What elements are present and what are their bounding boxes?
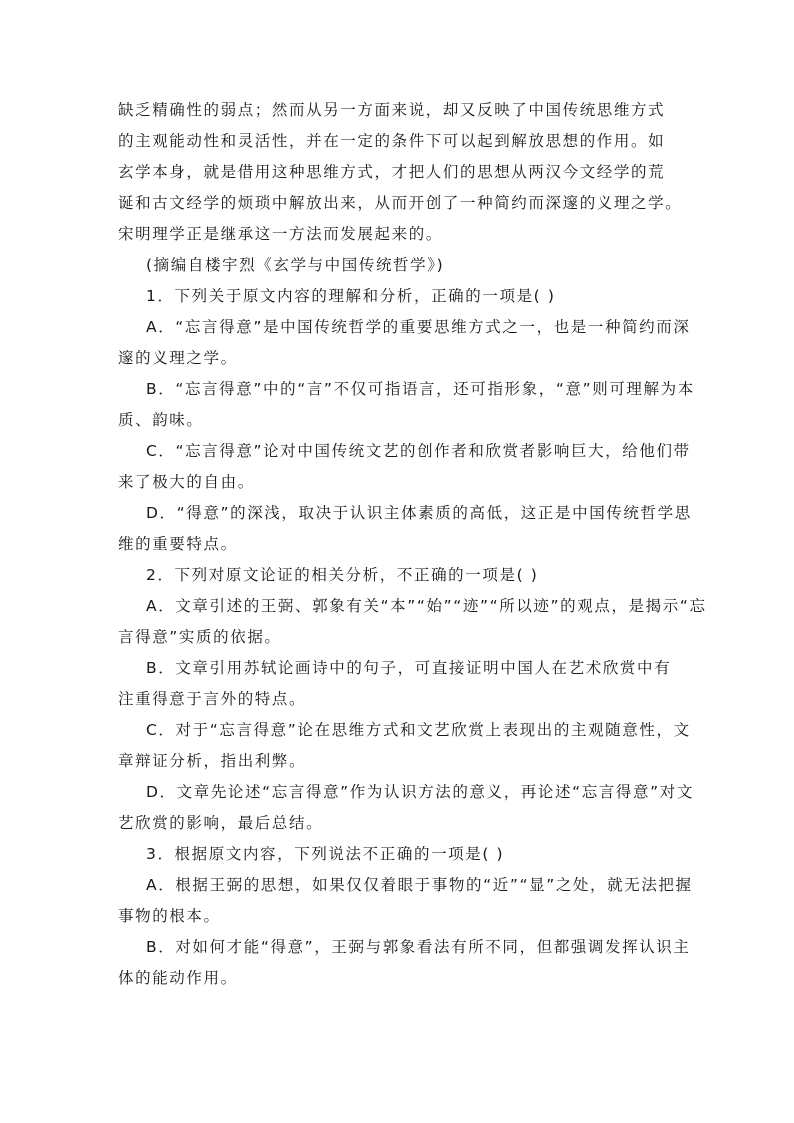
paragraph-line: 宋明理学正是继承这一方法而发展起来的。 — [118, 225, 443, 243]
document-body — [118, 95, 707, 994]
question-2-option-a: A．文章引述的王弼、郭象有关“本”“始”“迹”“所以迹”的观点，是揭示“忘 — [146, 597, 707, 615]
question-3-stem: 3．根据原文内容，下列说法不正确的一项是( ) — [146, 845, 505, 863]
source-citation: (摘编自楼宇烈《玄学与中国传统哲学》) — [146, 256, 445, 274]
question-1-option-c-cont: 来了极大的自由。 — [118, 473, 255, 491]
paragraph-line: 的主观能动性和灵活性，并在一定的条件下可以起到解放思想的作用。如 — [118, 132, 666, 150]
paragraph-line: 诞和古文经学的烦琐中解放出来，从而开创了一种简约而深邃的义理之学。 — [118, 194, 683, 212]
question-1-option-d-cont: 维的重要特点。 — [118, 535, 238, 553]
question-2-option-d-cont: 艺欣赏的影响，最后总结。 — [118, 814, 324, 832]
question-2-option-b: B．文章引用苏轼论画诗中的句子，可直接证明中国人在艺术欣赏中有 — [146, 659, 672, 677]
question-2-option-d: D．文章先论述“忘言得意”作为认识方法的意义，再论述“忘言得意”对文 — [146, 783, 694, 801]
question-1-option-a-cont: 邃的义理之学。 — [118, 349, 238, 367]
question-3-option-b: B．对如何才能“得意”，王弼与郭象看法有所不同，但都强调发挥认识主 — [146, 938, 691, 956]
question-3-option-b-cont: 体的能动作用。 — [118, 969, 238, 987]
question-1-option-b-cont: 质、韵味。 — [118, 411, 204, 429]
question-3-option-a-cont: 事物的根本。 — [118, 907, 221, 925]
question-2-stem: 2．下列对原文论证的相关分析，不正确的一项是( ) — [146, 566, 539, 584]
question-2-option-b-cont: 注重得意于言外的特点。 — [118, 690, 307, 708]
paragraph-line: 缺乏精确性的弱点；然而从另一方面来说，却又反映了中国传统思维方式 — [118, 101, 666, 119]
paragraph-line: 玄学本身，就是借用这种思维方式，才把人们的思想从两汉今文经学的荒 — [118, 163, 666, 181]
question-1-option-c: C．“忘言得意”论对中国传统文艺的创作者和欣赏者影响巨大，给他们带 — [146, 442, 691, 460]
question-1-option-b: B．“忘言得意”中的“言”不仅可指语言，还可指形象，“意”则可理解为本 — [146, 380, 695, 398]
question-2-option-a-cont: 言得意”实质的依据。 — [118, 628, 282, 646]
question-1-option-a: A．“忘言得意”是中国传统哲学的重要思维方式之一，也是一种简约而深 — [146, 318, 691, 336]
question-1-option-d: D．“得意”的深浅，取决于认识主体素质的高低，这正是中国传统哲学思 — [146, 504, 692, 522]
question-3-option-a: A．根据王弼的思想，如果仅仅着眼于事物的“近”“显”之处，就无法把握 — [146, 876, 693, 894]
question-1-stem: 1．下列关于原文内容的理解和分析，正确的一项是( ) — [146, 287, 556, 305]
question-2-option-c: C．对于“忘言得意”论在思维方式和文艺欣赏上表现出的主观随意性，文 — [146, 721, 691, 739]
question-2-option-c-cont: 章辩证分析，指出利弊。 — [118, 752, 307, 770]
